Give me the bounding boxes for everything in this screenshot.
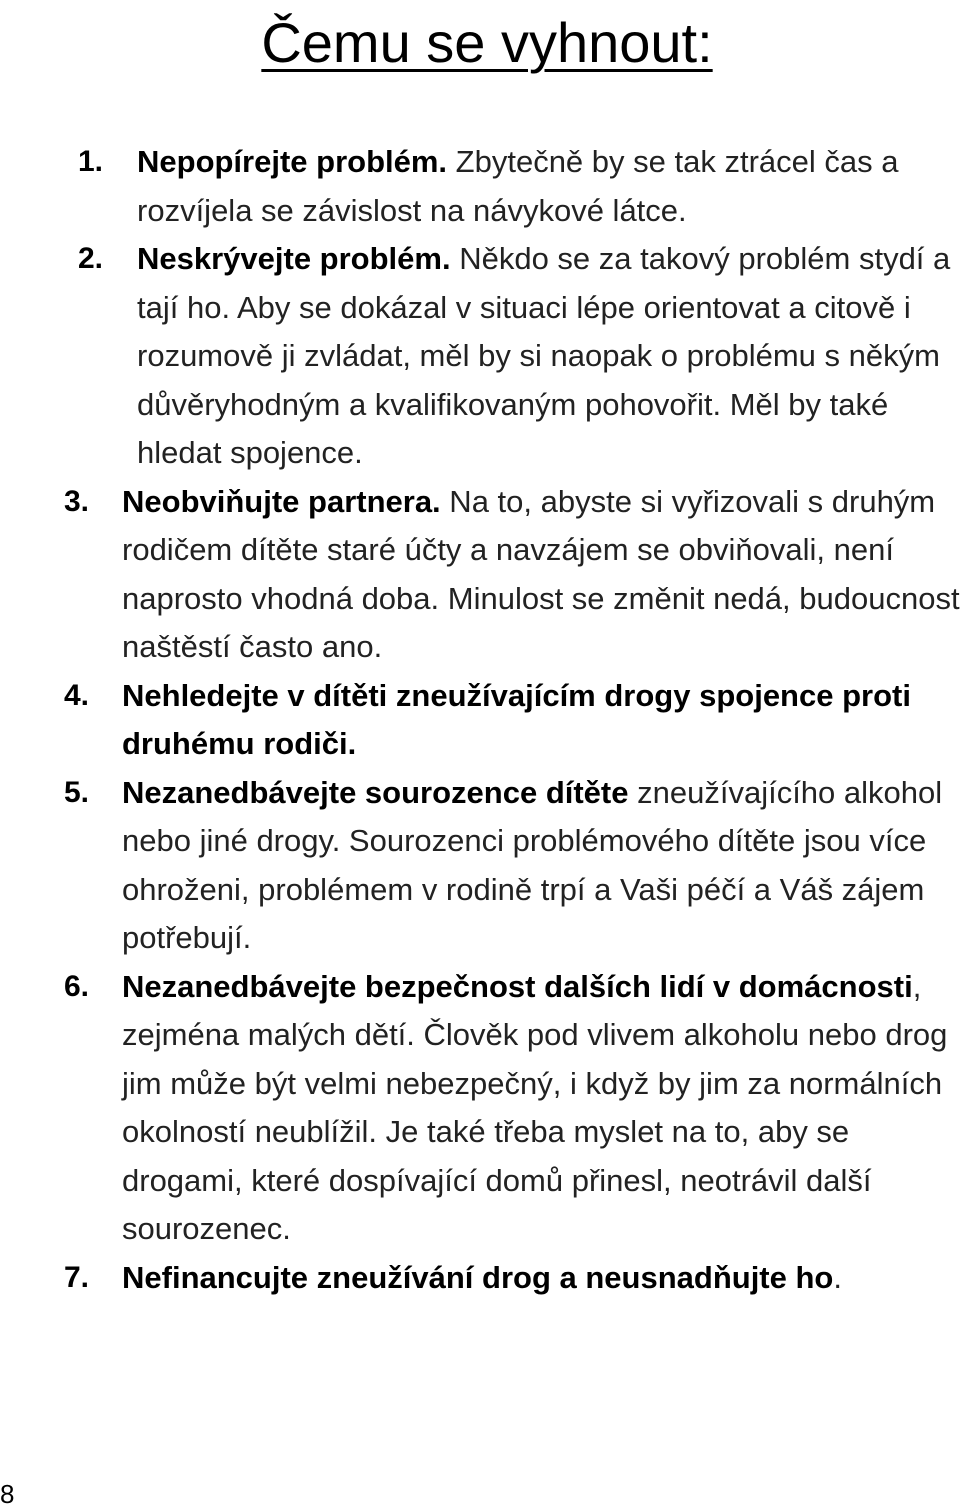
list-item-number: 3. (64, 484, 90, 518)
list-item-lead: Neobviňujte partnera. (122, 483, 441, 519)
list-item-number: 6. (64, 969, 90, 1003)
list-item-number: 2. (78, 242, 104, 275)
list-item-lead: Nefinancujte zneužívání drog a neusnadňujte ho (122, 1259, 834, 1295)
avoid-list (0, 138, 960, 1302)
list-item-lead: Nepopírejte problém. (137, 144, 448, 179)
list-item-body (137, 235, 952, 478)
list-item-7 (0, 1254, 960, 1303)
list-item-text: , zejména malých dětí. Člověk pod vlivem alkoholu nebo drog jim může být velmi nebezpečný, i když by jim za normálních okolností neublížil. Je také třeba myslet na to, aby se drogami, které dospívající domů přinesl, neotrávil další sourozenec. (122, 968, 948, 1246)
list-item-text: . (833, 1259, 842, 1295)
list-item-text: Někdo se za takový problém stydí a tají ho. Aby se dokázal v situaci lépe orientovat a citově i rozumově ji zvládat, měl by si naopak o problému s někým důvěryhodným a kvalifikovaným pohovořit. Měl by také hledat spojence. (137, 241, 951, 470)
list-item-number: 1. (78, 145, 104, 178)
list-item-body (122, 672, 960, 769)
list-item-lead: Nezanedbávejte sourozence dítěte (122, 774, 629, 810)
list-item-5 (0, 769, 960, 963)
list-item-body (122, 963, 960, 1254)
list-item-text: zneužívajícího alkohol nebo jiné drogy. Sourozenci problémového dítěte jsou více ohroženi, problémem v rodině trpí a Vaši péčí a Váš zájem potřebují. (122, 774, 943, 955)
page-number: 8 (0, 1479, 15, 1509)
list-item-text: Na to, abyste si vyřizovali s druhým rodičem dítěte staré účty a navzájem se obviňovali, není naprosto vhodná doba. Minulost se změnit nedá, budoucnost naštěstí často ano. (122, 483, 960, 664)
list-item-number: 7. (64, 1260, 90, 1294)
list-item-6 (0, 963, 960, 1254)
list-item-body (137, 138, 952, 235)
list-item-4 (0, 672, 960, 769)
list-item-number: 4. (64, 678, 90, 712)
list-item-body (122, 478, 960, 672)
list-item-body (122, 769, 960, 963)
list-item-number: 5. (64, 775, 90, 809)
list-item-lead: Nezanedbávejte bezpečnost dalších lidí v domácnosti (122, 968, 913, 1004)
page-title: Čemu se vyhnout: (261, 11, 713, 74)
list-item-3 (0, 478, 960, 672)
list-item-text: Zbytečně by se tak ztrácel čas a rozvíjela se závislost na návykové látce. (137, 144, 899, 228)
list-item-lead: Neskrývejte problém. (137, 241, 451, 276)
list-item-lead: Nehledejte v dítěti zneužívajícím drogy spojence proti druhému rodiči. (122, 677, 911, 761)
list-item-2 (0, 235, 960, 478)
list-item-body (122, 1254, 960, 1303)
list-item-1 (0, 138, 960, 235)
